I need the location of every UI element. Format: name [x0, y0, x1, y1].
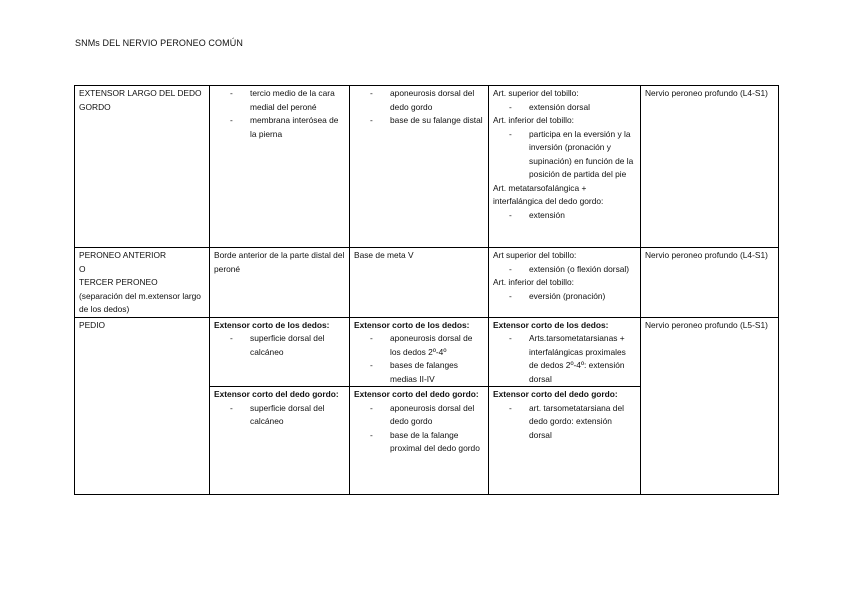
action-group-heading: Art. superior del tobillo:: [493, 88, 579, 98]
list-item: - extensión dorsal: [493, 101, 636, 115]
list-item: - Arts.tarsometatarsianas + interfalángicas proximales de dedos 2º-4º: extensión dorsal: [493, 332, 636, 386]
action-group-heading: Art. inferior del tobillo:: [493, 115, 574, 125]
table-row: [75, 248, 779, 318]
muscle-note: (separación del m.extensor largo de los dedos): [79, 290, 201, 314]
list-item: - aponeurosis dorsal de los dedos 2º-4º: [354, 332, 484, 359]
sub-muscle-heading: Extensor corto del dedo gordo:: [214, 389, 339, 399]
origin-cell: [210, 387, 350, 495]
origin-cell: Borde anterior de la parte distal del peroné: [210, 248, 350, 318]
action-group-heading: Art. metatarsofalángica + interfalángica del dedo gordo:: [493, 182, 604, 206]
action-cell: [489, 248, 641, 318]
action-group-heading: Art superior del tobillo:: [493, 250, 577, 260]
sub-muscle-heading: Extensor corto de los dedos:: [493, 319, 609, 330]
list-item: - base de su falange distal: [354, 114, 484, 128]
muscle-cell: [75, 248, 210, 318]
muscle-alt-name: TERCER PERONEO: [79, 277, 158, 287]
list-item: - superficie dorsal del calcáneo: [214, 402, 345, 429]
list-item: - membrana interósea de la pierna: [214, 114, 345, 141]
sub-muscle-heading: Extensor corto de los dedos:: [354, 319, 470, 330]
action-cell: [489, 387, 641, 495]
list-item: - eversión (pronación): [493, 290, 636, 304]
insertion-cell: [350, 317, 489, 387]
list-item: - superficie dorsal del calcáneo: [214, 332, 345, 359]
muscle-name: PERONEO ANTERIOR: [79, 250, 167, 260]
list-item: - aponeurosis dorsal del dedo gordo: [354, 402, 484, 429]
list-item: - aponeurosis dorsal del dedo gordo: [354, 87, 484, 114]
action-group-heading: Art. inferior del tobillo:: [493, 277, 574, 287]
sub-muscle-heading: Extensor corto de los dedos:: [214, 319, 330, 330]
page-title: SNMs DEL NERVIO PERONEO COMÚN: [75, 38, 243, 48]
nerve-cell: Nervio peroneo profundo (L5-S1): [641, 317, 779, 495]
muscle-cell: EXTENSOR LARGO DEL DEDO GORDO: [75, 86, 210, 248]
muscle-cell: PEDIO: [75, 317, 210, 495]
list-item: - extensión (o flexión dorsal): [493, 263, 636, 277]
nerve-cell: Nervio peroneo profundo (L4-S1): [641, 86, 779, 248]
nerve-cell: Nervio peroneo profundo (L4-S1): [641, 248, 779, 318]
insertion-cell: [350, 387, 489, 495]
list-item: - base de la falange proximal del dedo gordo: [354, 429, 484, 456]
snm-table: [74, 85, 779, 495]
list-item: - art. tarsometatarsiana del dedo gordo: extensión dorsal: [493, 402, 636, 443]
origin-cell: [210, 86, 350, 248]
insertion-cell: Base de meta V: [350, 248, 489, 318]
insertion-cell: [350, 86, 489, 248]
action-cell: [489, 86, 641, 248]
list-item: - extensión: [493, 209, 636, 223]
sub-muscle-heading: Extensor corto del dedo gordo:: [354, 389, 479, 399]
action-cell: [489, 317, 641, 387]
list-item: - bases de falanges medias II-IV: [354, 359, 484, 386]
origin-cell: [210, 317, 350, 387]
table-row: [75, 86, 779, 248]
sub-muscle-heading: Extensor corto del dedo gordo:: [493, 389, 618, 399]
list-item: - participa en la eversión y la inversión (pronación y supinación) en función de la posición de partida del pie: [493, 128, 636, 182]
muscle-or: O: [79, 263, 86, 274]
table-row: [75, 317, 779, 387]
list-item: - tercio medio de la cara medial del peroné: [214, 87, 345, 114]
